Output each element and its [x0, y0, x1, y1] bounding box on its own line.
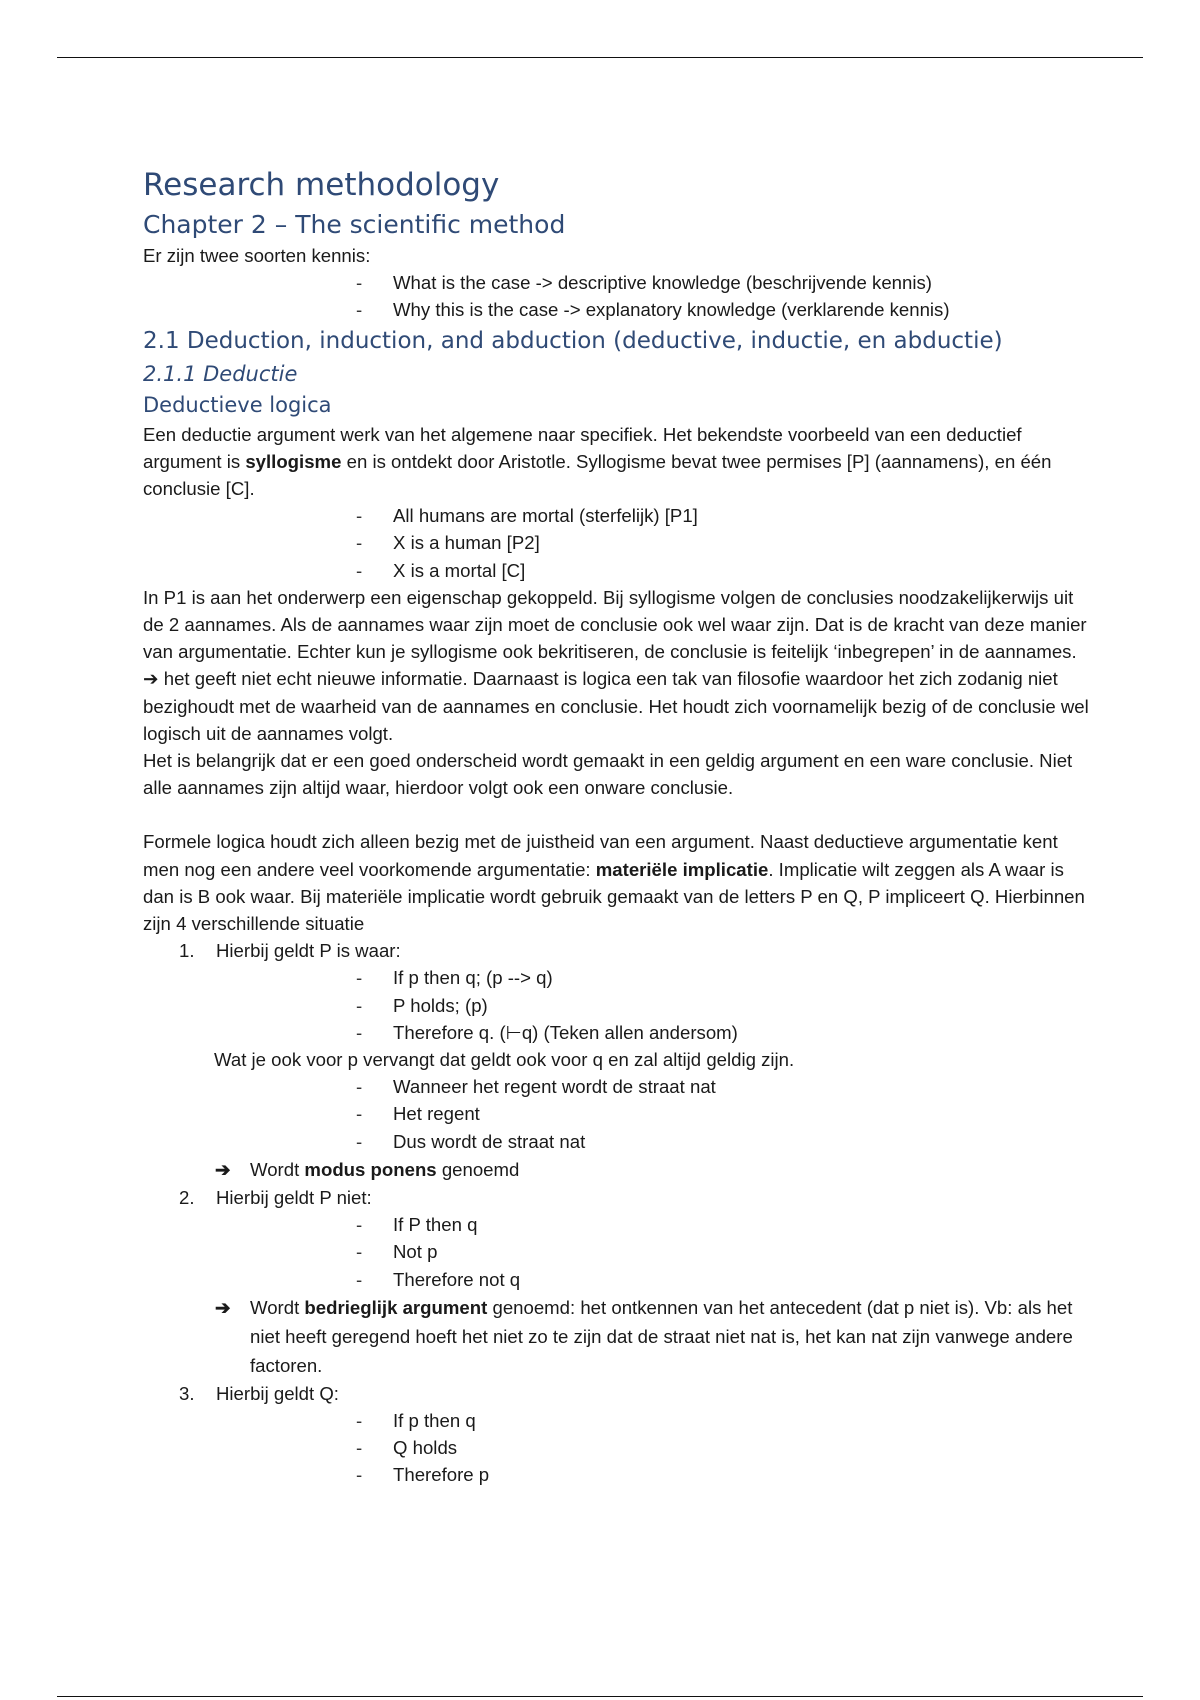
list-item: - P holds; (p) — [143, 992, 1093, 1019]
situation-bullets — [143, 1211, 1093, 1293]
section-heading-2-1-1: 2.1.1 Deductie — [143, 361, 298, 386]
paragraph-kritiek: In P1 is aan het onderwerp een eigenschap gekoppeld. Bij syllogisme volgen de conclusies noodzakelijkerwijs uit de 2 aannames. Als de aannames waar zijn moet de conclusie ook wel waar zijn. Dat is de kracht van deze manier van argumentatie. Echter kun je syllogisme ook bekritiseren, de conclusie is feitelijk ‘inbegrepen’ in de aannames. ➔ het geeft niet echt nieuwe informatie. Daarnaast is logica een tak van filosofie waardoor het zich zodanig niet bezighoudt met de waarheid van de aannames en conclusie. Het houdt zich voornamelijk bezig of de conclusie wel logisch uit de aannames volgt. — [143, 586, 1089, 744]
list-number: 2. — [179, 1186, 195, 1208]
situations-list — [143, 937, 1093, 1488]
bold-term: modus ponens — [304, 1158, 437, 1180]
situation-item-1 — [143, 937, 1093, 1184]
chapter-heading: Chapter 2 – The scientific method — [143, 210, 566, 239]
arrow-right-icon: ➔ — [215, 1296, 231, 1318]
list-item: - What is the case -> descriptive knowledge (beschrijvende kennis) — [143, 269, 1093, 296]
list-item: - Q holds — [143, 1434, 1093, 1461]
bold-term: materiële implicatie — [595, 858, 769, 880]
example-bullets — [143, 1073, 1093, 1155]
situation-bullets — [143, 1407, 1093, 1489]
list-item: - Therefore not q — [143, 1266, 1093, 1293]
situation-item-2 — [143, 1184, 1093, 1380]
situation-note: Wat je ook voor p vervangt dat geldt ook voor q en zal altijd geldig zijn. — [214, 1049, 795, 1071]
list-item: - X is a mortal [C] — [143, 557, 1093, 584]
document-page — [143, 163, 1093, 1489]
list-item: - Therefore p — [143, 1461, 1093, 1488]
list-item: - If p then q — [143, 1407, 1093, 1434]
list-item: - Why this is the case -> explanatory knowledge (verklarende kennis) — [143, 296, 1093, 323]
paragraph-syllogisme: Een deductie argument werk van het algemene naar specifiek. Het bekendste voorbeeld van een deductief argument is syllogisme en is ontdekt door Aristotle. Syllogisme bevat twee permises [P] (aannamens), en één conclusie [C]. — [143, 423, 1052, 500]
list-item: - Not p — [143, 1238, 1093, 1265]
bold-term: syllogisme — [245, 450, 342, 472]
situation-bullets — [143, 964, 1093, 1046]
blank-line — [143, 801, 1093, 828]
list-number: 1. — [179, 940, 195, 962]
list-item: - Het regent — [143, 1100, 1093, 1127]
arrow-right-icon: ➔ — [215, 1158, 231, 1180]
paragraph-onderscheid: Het is belangrijk dat er een goed onderscheid wordt gemaakt in een geldig argument en een ware conclusie. Niet alle aannames zijn altijd waar, hierdoor volgt ook een onware conclusie. — [143, 750, 1073, 799]
footer-rule — [57, 1696, 1143, 1697]
situation-title: Hierbij geldt P is waar: — [216, 940, 401, 962]
paragraph-implicatie: Formele logica houdt zich alleen bezig met de juistheid van een argument. Naast deductieve argumentatie kent men nog een andere veel voorkomende argumentatie: materiële implicatie. Implicatie wilt zeggen als A waar is dan is B ook waar. Bij materiële implicatie wordt gebruik gemaakt van de letters P en Q, P impliceert Q. Hierbinnen zijn 4 verschillende situatie — [143, 831, 1085, 935]
bold-term: bedrieglijk argument — [304, 1296, 488, 1318]
document-title: Research methodology — [143, 167, 500, 203]
intro-bullet-list — [143, 269, 1093, 323]
list-item: - Wanneer het regent wordt de straat nat — [143, 1073, 1093, 1100]
subheading-deductieve-logica: Deductieve logica — [143, 392, 332, 417]
situation-item-3 — [143, 1380, 1093, 1489]
list-item: - Dus wordt de straat nat — [143, 1128, 1093, 1155]
syllogism-bullet-list — [143, 502, 1093, 584]
section-heading-2-1: 2.1 Deduction, induction, and abduction (deductive, inductie, en abductie) — [143, 327, 1003, 354]
list-item: - X is a human [P2] — [143, 529, 1093, 556]
arrow-note: ➔ Wordt bedrieglijk argument genoemd: het ontkennen van het antecedent (dat p niet is). Vb: als het niet heeft geregend hoeft het niet zo te zijn dat de straat niet nat is, het kan nat zijn vanwege andere factoren. — [143, 1293, 1093, 1380]
intro-text: Er zijn twee soorten kennis: — [143, 245, 371, 266]
situation-title: Hierbij geldt P niet: — [216, 1186, 372, 1208]
situation-title: Hierbij geldt Q: — [216, 1382, 339, 1404]
list-item: - Therefore q. (⊢q) (Teken allen andersom) — [143, 1019, 1093, 1046]
arrow-note: ➔ Wordt modus ponens genoemd — [143, 1155, 1093, 1184]
list-item: - If P then q — [143, 1211, 1093, 1238]
list-item: - All humans are mortal (sterfelijk) [P1] — [143, 502, 1093, 529]
header-rule — [57, 57, 1143, 58]
list-item: - If p then q; (p --> q) — [143, 964, 1093, 991]
list-number: 3. — [179, 1382, 195, 1404]
